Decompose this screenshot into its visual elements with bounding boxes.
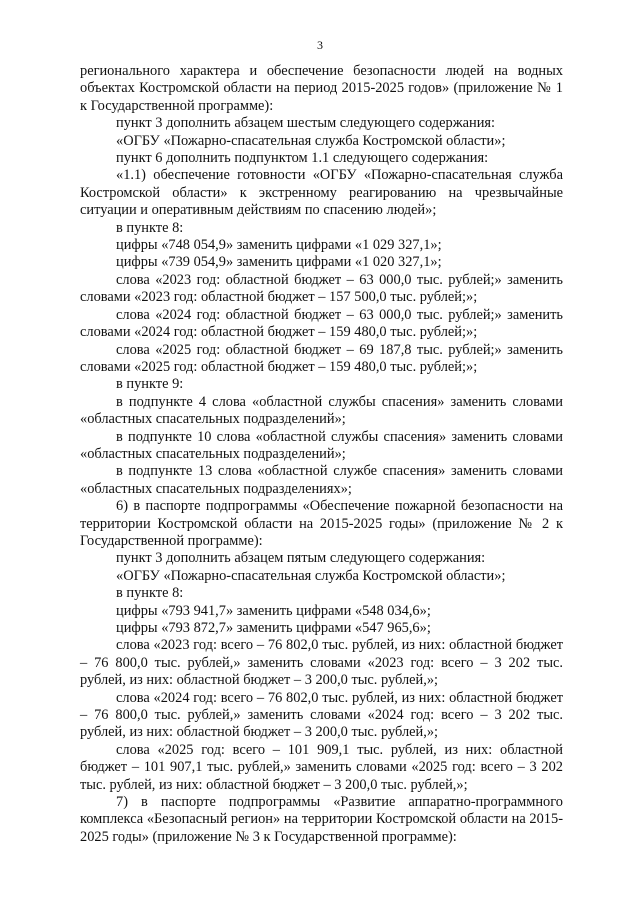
paragraph: слова «2025 год: всего – 101 909,1 тыс. рублей, из них: областной бюджет – 101 907,1 тыс. рублей,» заменить словами «2025 год: всего – 3 202 тыс. рублей, из них: областной бюджет – 3 200,0 тыс. рублей,»; (80, 741, 563, 793)
paragraph: «ОГБУ «Пожарно-спасательная служба Костромской области»; (116, 567, 506, 584)
paragraph: «1.1) обеспечение готовности «ОГБУ «Пожарно-спасательная служба Костромской области» к экстренному реагированию на чрезвычайные ситуации и оперативным действиям по спасению людей»; (80, 167, 563, 219)
paragraph: слова «2024 год: всего – 76 802,0 тыс. рублей, из них: областной бюджет – 76 800,0 тыс. рублей,» заменить словами «2024 год: всего – 3 202 тыс. рублей, из них: областной бюджет – 3 200,0 тыс. рублей,»; (80, 689, 563, 741)
paragraph: слова «2024 год: областной бюджет – 63 000,0 тыс. рублей;» заменить словами «2024 год: областной бюджет – 159 480,0 тыс. рублей;»; (80, 306, 563, 341)
paragraph: в пункте 8: (116, 219, 184, 236)
paragraph: 7) в паспорте подпрограммы «Развитие аппаратно-программного комплекса «Безопасный регион» на территории Костромской области на 2015-2025 годы» (приложение № 3 к Государственной программе): (80, 794, 563, 845)
paragraph: цифры «739 054,9» заменить цифрами «1 020 327,1»; (116, 254, 442, 271)
paragraph: цифры «793 941,7» заменить цифрами «548 034,6»; (116, 602, 431, 619)
paragraph: в пункте 9: (116, 376, 184, 393)
paragraph: «ОГБУ «Пожарно-спасательная служба Костромской области»; (116, 132, 506, 149)
paragraph: слова «2023 год: областной бюджет – 63 000,0 тыс. рублей;» заменить словами «2023 год: областной бюджет – 157 500,0 тыс. рублей;»; (80, 271, 563, 306)
paragraph: цифры «748 054,9» заменить цифрами «1 029 327,1»; (116, 237, 442, 254)
paragraph: пункт 3 дополнить абзацем шестым следующего содержания: (116, 115, 496, 132)
paragraph: пункт 3 дополнить абзацем пятым следующего содержания: (116, 550, 486, 567)
paragraph: 6) в паспорте подпрограммы «Обеспечение пожарной безопасности на территории Костромской области на 2015-2025 годы» (приложение № 2 к Государственной программе): (80, 498, 563, 549)
paragraph: в подпункте 4 слова «областной службы спасения» заменить словами «областных спасательных подразделений»; (80, 393, 563, 428)
paragraph: в пункте 8: (116, 585, 184, 602)
paragraph: слова «2025 год: областной бюджет – 69 187,8 тыс. рублей;» заменить словами «2025 год: областной бюджет – 159 480,0 тыс. рублей;»; (80, 341, 563, 375)
paragraph: в подпункте 13 слова «областной службе спасения» заменить словами «областных спасательных подразделениях»; (80, 463, 563, 497)
document-body (80, 63, 563, 846)
paragraph: регионального характера и обеспечение безопасности людей на водных объектах Костромской области на период 2015-2025 годов» (приложение № 1 к Государственной программе): (80, 63, 563, 114)
paragraph: в подпункте 10 слова «областной службы спасения» заменить словами «областных спасательных подразделений»; (80, 428, 563, 462)
paragraph: слова «2023 год: всего – 76 802,0 тыс. рублей, из них: областной бюджет – 76 800,0 тыс. рублей,» заменить словами «2023 год: всего – 3 202 тыс. рублей, из них: областной бюджет – 3 200,0 тыс. рублей,»; (80, 637, 563, 689)
paragraph: цифры «793 872,7» заменить цифрами «547 965,6»; (116, 620, 431, 636)
page-number: 3 (317, 38, 323, 52)
paragraph: пункт 6 дополнить подпунктом 1.1 следующего содержания: (116, 150, 489, 167)
